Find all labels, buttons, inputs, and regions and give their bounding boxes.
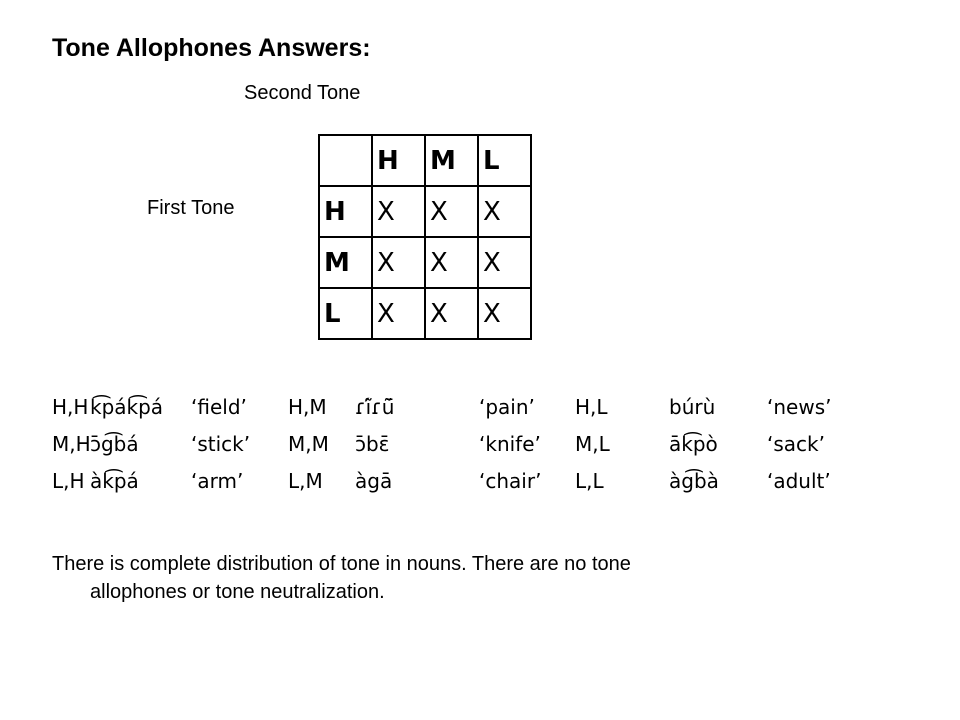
example-word: ɾĩ́ɾũ̄ bbox=[355, 395, 395, 419]
conclusion-text bbox=[52, 550, 852, 606]
conclusion-line-2: allophones or tone neutralization. bbox=[90, 581, 385, 603]
example-word: ɔ̄g͡bá bbox=[90, 432, 139, 456]
example-word: búrù bbox=[669, 395, 716, 419]
table-header-row bbox=[319, 135, 531, 186]
table-cell: X bbox=[478, 186, 531, 237]
tone-pattern: H,H bbox=[52, 395, 89, 419]
tone-pattern: H,M bbox=[288, 395, 327, 419]
row-header-l: L bbox=[319, 288, 372, 339]
example-gloss: ‘news’ bbox=[767, 395, 832, 419]
table-cell: X bbox=[372, 237, 425, 288]
table-row bbox=[319, 237, 531, 288]
tone-pattern: L,H bbox=[52, 469, 85, 493]
table-cell: X bbox=[425, 186, 478, 237]
table-cell: X bbox=[425, 237, 478, 288]
example-word: àk͡pá bbox=[90, 469, 139, 493]
example-gloss: ‘adult’ bbox=[767, 469, 831, 493]
tone-pattern: M,H bbox=[52, 432, 91, 456]
table-cell: X bbox=[372, 186, 425, 237]
example-gloss: ‘stick’ bbox=[191, 432, 251, 456]
example-gloss: ‘pain’ bbox=[479, 395, 535, 419]
table-cell: X bbox=[478, 288, 531, 339]
table-cell: X bbox=[372, 288, 425, 339]
column-header-h: H bbox=[372, 135, 425, 186]
column-header-l: L bbox=[478, 135, 531, 186]
example-gloss: ‘field’ bbox=[191, 395, 247, 419]
example-gloss: ‘chair’ bbox=[479, 469, 542, 493]
example-word: ɔ̄bɛ̄ bbox=[355, 432, 390, 456]
tone-pattern: H,L bbox=[575, 395, 608, 419]
table-row bbox=[319, 186, 531, 237]
conclusion-line-1: There is complete distribution of tone in nouns. There are no tone bbox=[52, 553, 631, 575]
tone-pattern: L,L bbox=[575, 469, 604, 493]
second-tone-label: Second Tone bbox=[244, 82, 361, 104]
example-word: āk͡pò bbox=[669, 432, 718, 456]
first-tone-label: First Tone bbox=[147, 197, 235, 219]
example-gloss: ‘sack’ bbox=[767, 432, 825, 456]
table-corner-cell bbox=[319, 135, 372, 186]
example-gloss: ‘knife’ bbox=[479, 432, 541, 456]
example-word: àgā bbox=[355, 469, 393, 493]
example-word: k͡pák͡pá bbox=[90, 395, 164, 419]
tone-pattern: M,L bbox=[575, 432, 610, 456]
table-cell: X bbox=[425, 288, 478, 339]
tone-combination-table bbox=[318, 134, 532, 340]
example-word: àg͡bà bbox=[669, 469, 719, 493]
row-header-m: M bbox=[319, 237, 372, 288]
table-cell: X bbox=[478, 237, 531, 288]
tone-pattern: L,M bbox=[288, 469, 323, 493]
slide-title: Tone Allophones Answers: bbox=[52, 34, 371, 62]
example-gloss: ‘arm’ bbox=[191, 469, 244, 493]
tone-pattern: M,M bbox=[288, 432, 329, 456]
column-header-m: M bbox=[425, 135, 478, 186]
row-header-h: H bbox=[319, 186, 372, 237]
table-row bbox=[319, 288, 531, 339]
